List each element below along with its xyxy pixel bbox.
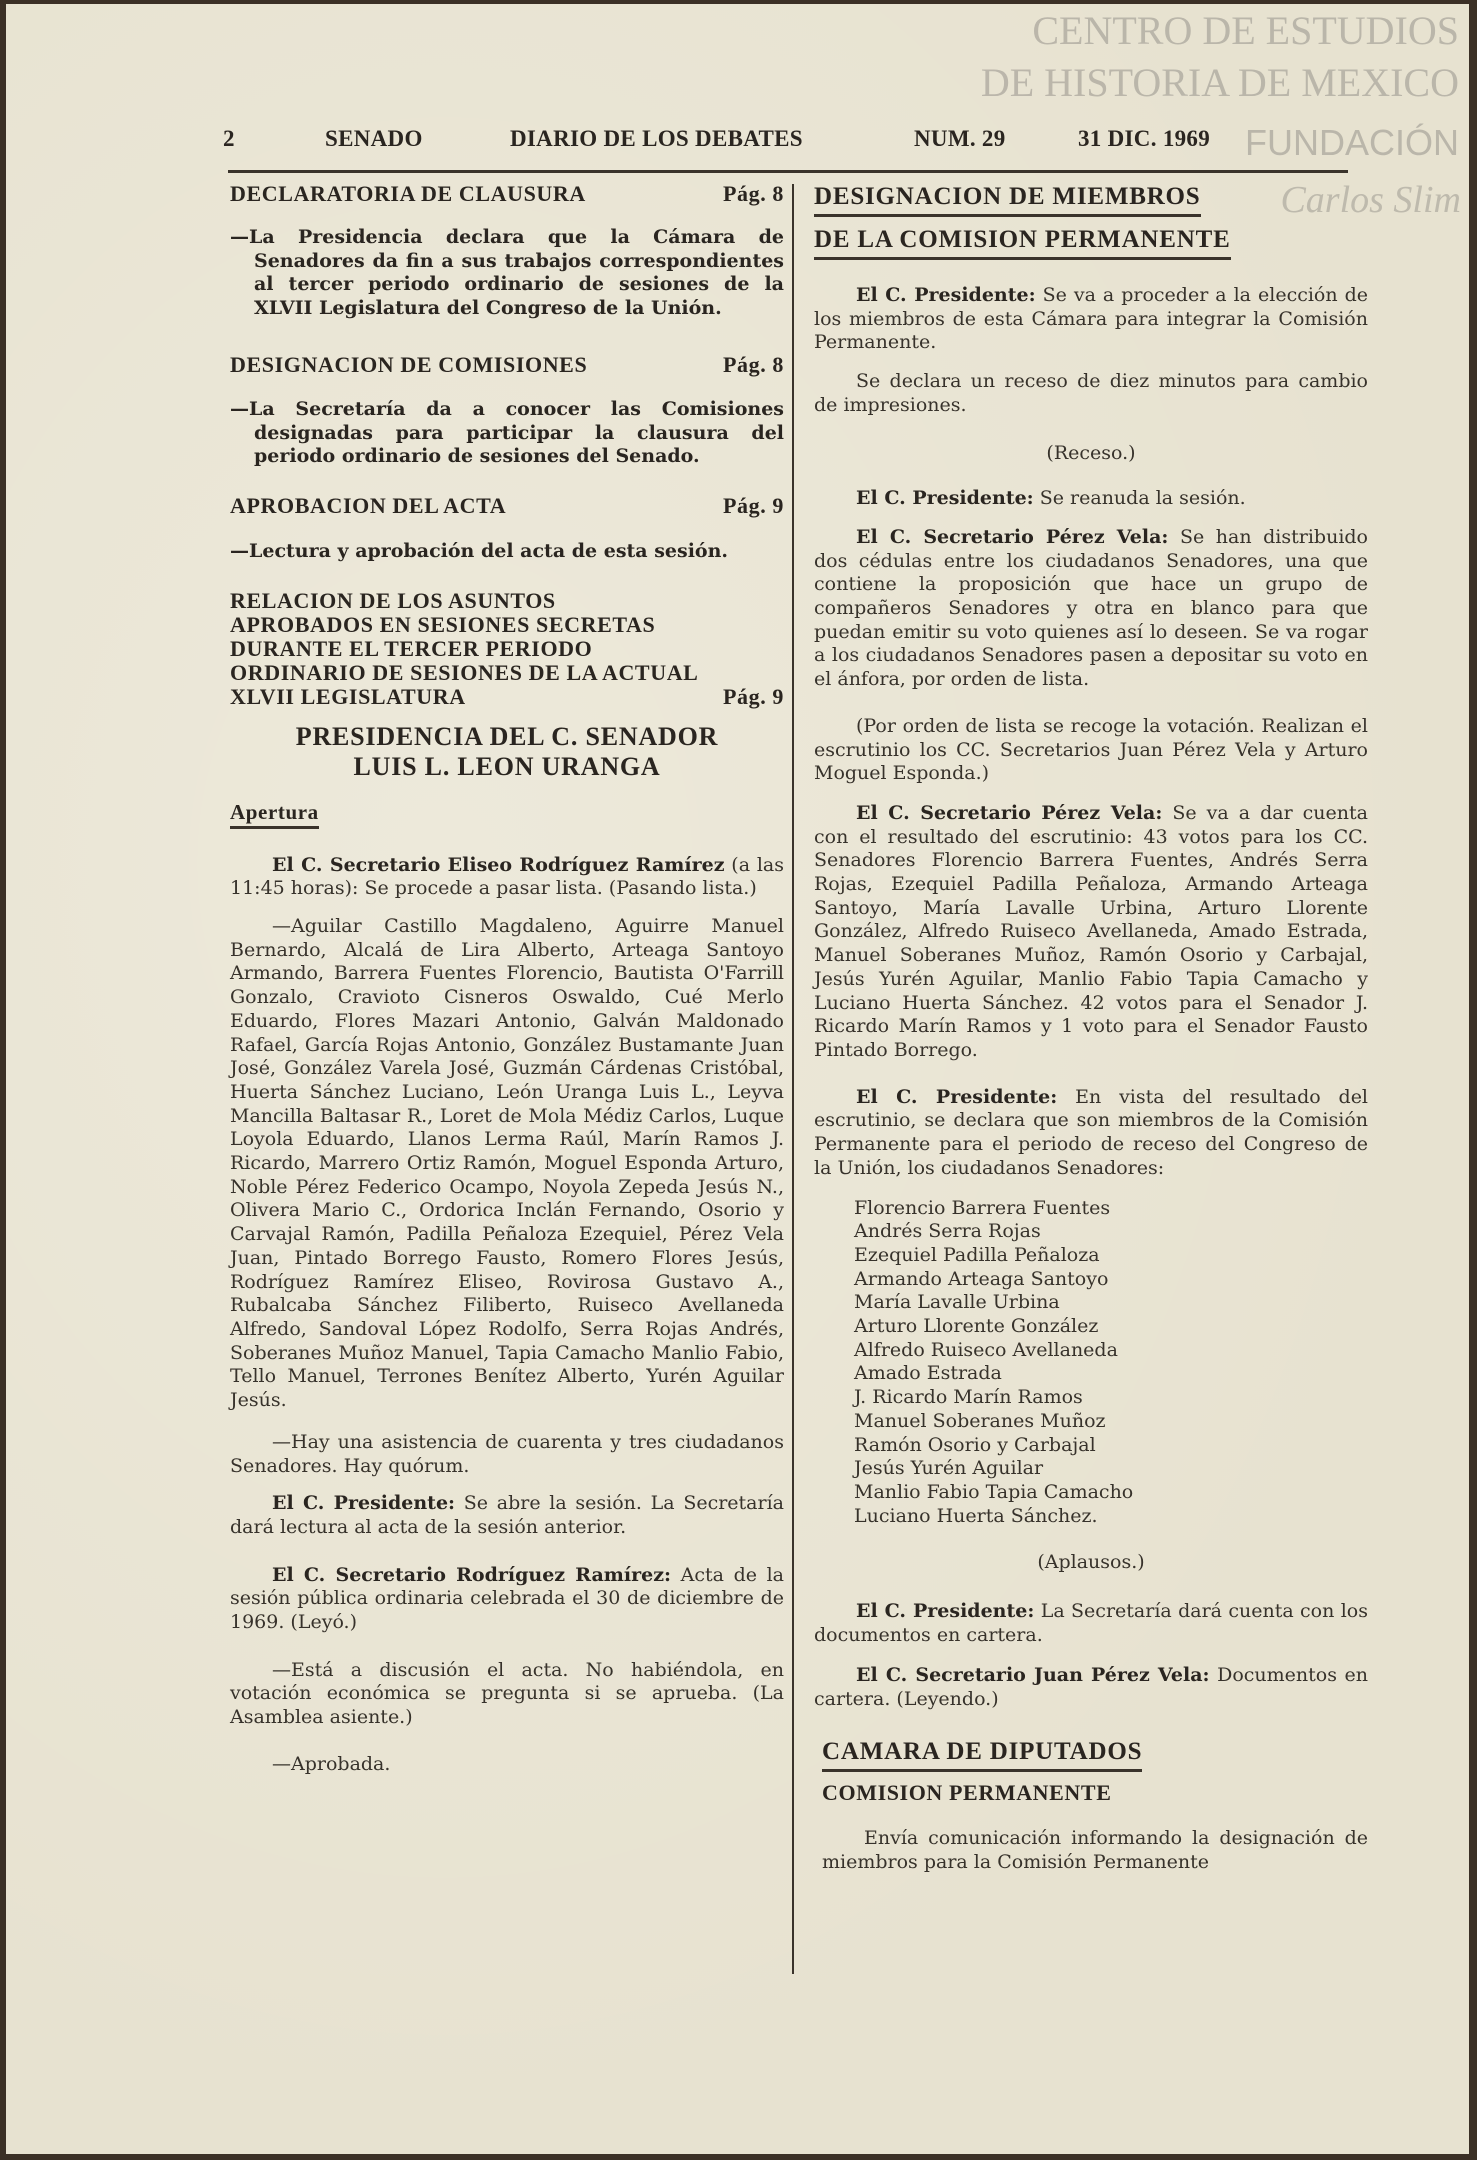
speaker: El C. Secretario Pérez Vela: — [856, 801, 1163, 824]
member-name: María Lavalle Urbina — [854, 1291, 1060, 1314]
member-name: Alfredo Ruiseco Avellaneda — [854, 1338, 1118, 1361]
toc-title: DESIGNACION DE COMISIONES — [230, 351, 588, 377]
member-name: Ezequiel Padilla Peñaloza — [854, 1243, 1100, 1266]
member-name: Andrés Serra Rojas — [854, 1220, 1041, 1243]
paragraph-text: (a las 11:45 horas): Se procede a pasar lista. (Pasando lista.) — [230, 853, 785, 900]
toc-entry-heading — [230, 589, 784, 709]
watermark-signature: Carlos Slim — [1280, 179, 1461, 221]
member-name: Florencio Barrera Fuentes — [854, 1196, 1111, 1219]
paragraph — [814, 526, 1368, 692]
paragraph-text: Se va a proceder a la elección de los miembros de esta Cámara para integrar la Comisión Permanente. — [814, 284, 1368, 354]
paragraph — [814, 1600, 1368, 1647]
header-date: 31 DIC. 1969 — [1078, 126, 1211, 151]
paragraph-text: Se va a dar cuenta con el resultado del escrutinio: 43 votos para los CC. Senadores Florencio Barrera Fuentes, Andrés Serra Rojas, Ezequiel Padilla Peñaloza, Armando Arteaga Santoyo, María Lavalle Urbina, Arturo Llorente González, Alfredo Ruiseco Avellaneda, Amado Estrada, Manuel Soberanes Muñoz, Ramón Osorio y Carbajal, Jesús Yurén Aguilar, Manlio Fabio Tapia Camacho y Luciano Huerta Sánchez. 42 votos para el Senador J. Ricardo Marín Ramos y 1 voto para el Senador Fausto Pintado Borrego. — [814, 801, 1368, 1061]
watermark-line: DE HISTORIA — [980, 60, 1228, 105]
member-name: Jesús Yurén Aguilar — [854, 1457, 1044, 1480]
member-name: Armando Arteaga Santoyo — [854, 1267, 1109, 1290]
toc-summary: —La Presidencia declara que la Cámara de Senadores da fin a sus trabajos correspondientes al tercer periodo ordinario de sesiones de la XLVII Legislatura del Congreso de la Unión. — [230, 226, 784, 320]
toc-page: Pág. 8 — [722, 351, 784, 377]
paragraph — [814, 487, 1368, 511]
speaker: El C. Secretario Pérez Vela: — [856, 525, 1169, 548]
toc-entry-heading — [230, 353, 784, 377]
toc-title: APROBACION DEL ACTA — [230, 492, 507, 518]
section-apertura — [230, 800, 784, 829]
member-name: Luciano Huerta Sánchez. — [854, 1504, 1098, 1527]
toc-entry-heading — [230, 182, 784, 206]
paragraph — [814, 1664, 1368, 1711]
applause-note: (Aplausos.) — [1037, 1551, 1145, 1574]
paragraph — [814, 1086, 1368, 1181]
member-name: Manlio Fabio Tapia Camacho — [854, 1480, 1134, 1503]
watermark-row — [1032, 8, 1459, 54]
page-number: 2 — [223, 126, 235, 151]
member-name: Ramón Osorio y Carbajal — [854, 1433, 1096, 1456]
toc-summary: —Lectura y aprobación del acta de esta sesión. — [230, 539, 729, 562]
member-name: Arturo Llorente González — [854, 1315, 1099, 1338]
speaker: El C. Presidente: — [856, 1600, 1035, 1623]
speaker: El C. Presidente: — [856, 1085, 1058, 1108]
toc-title: RELACION DE LOS ASUNTOS APROBADOS EN SESIONES SECRETAS DURANTE EL TERCER PERIODO ORDINARIO DE SESIONES DE LA ACTUAL XLVII LEGISLATURA — [230, 587, 698, 709]
toc-page: Pág. 8 — [722, 181, 784, 206]
speaker: El C. Secretario Rodríguez Ramírez: — [272, 1563, 672, 1586]
speaker: El C. Secretario Juan Pérez Vela: — [856, 1664, 1210, 1687]
left-column — [230, 182, 784, 1777]
watermark-line: ESTUDIOS — [1265, 8, 1459, 53]
presidency-line: PRESIDENCIA DEL C. SENADOR — [295, 721, 719, 751]
paragraph-text: Documentos en cartera. (Leyendo.) — [814, 1664, 1368, 1711]
watermark-line: DE MEXICO — [1237, 60, 1459, 105]
header-publication: DIARIO DE LOS DEBATES — [510, 126, 803, 151]
section-title: DESIGNACION DE MIEMBROS — [814, 182, 1201, 217]
header-chamber: SENADO — [325, 126, 423, 151]
column-divider — [792, 184, 794, 1974]
member-name: Amado Estrada — [854, 1362, 1002, 1385]
speaker: El C. Presidente: — [856, 284, 1036, 306]
header-issue: NUM. 29 — [914, 126, 1006, 151]
header-rule — [228, 170, 1348, 173]
section-title-block — [814, 182, 1368, 260]
paragraph: Se declara un receso de diez minutos para cambio de impresiones. — [814, 370, 1368, 416]
paragraph: (Por orden de lista se recoge la votación. Realizan el escrutinio los CC. Secretarios Juan Pérez Vela y Arturo Moguel Esponda.) — [814, 714, 1368, 785]
presidency-line: LUIS L. LEON URANGA — [353, 751, 661, 781]
toc-page: Pág. 9 — [722, 492, 784, 518]
right-column — [814, 182, 1368, 1874]
paragraph-text: La Secretaría dará cuenta con los documentos en cartera. — [814, 1600, 1368, 1646]
speaker: El C. Presidente: — [856, 487, 1034, 510]
section-title: Apertura — [230, 800, 319, 829]
section-title: DE LA COMISION PERMANENTE — [814, 225, 1231, 260]
members-list — [814, 1197, 1368, 1529]
paragraph-text: Se abre la sesión. La Secretaría dará lectura al acta de la sesión anterior. — [230, 1492, 784, 1538]
presidency-heading — [230, 722, 784, 782]
subsection-title: COMISION PERMANENTE — [822, 1779, 1112, 1805]
toc-entry-heading — [230, 494, 784, 518]
member-name: Manuel Soberanes Muñoz — [854, 1409, 1106, 1432]
speaker: El C. Presidente: — [272, 1492, 456, 1515]
section-heading — [814, 1737, 1368, 1772]
discussion-note: —Está a discusión el acta. No habiéndola, en votación económica se pregunta si se aprueba. (La Asamblea asiente.) — [230, 1658, 784, 1729]
watermark-row — [981, 60, 1459, 106]
paragraph — [230, 1492, 784, 1539]
paragraph-text: Se reanuda la sesión. — [1033, 487, 1246, 510]
approved-note: —Aprobada. — [272, 1752, 391, 1775]
paragraph — [230, 854, 784, 901]
watermark-line: FUNDACIÓN — [1245, 122, 1459, 163]
paragraph — [814, 284, 1368, 355]
toc-summary: —La Secretaría da a conocer las Comisiones designadas para participar la clausura del periodo ordinario de sesiones del Senado. — [230, 397, 784, 468]
speaker: El C. Secretario Eliseo Rodríguez Ramírez — [272, 853, 725, 876]
recess-note: (Receso.) — [1046, 441, 1136, 464]
section-title: CAMARA DE DIPUTADOS — [822, 1737, 1142, 1772]
toc-page: Pág. 9 — [722, 683, 784, 709]
member-name: J. Ricardo Marín Ramos — [854, 1386, 1083, 1409]
roll-call: —Aguilar Castillo Magdaleno, Aguirre Manuel Bernardo, Alcalá de Lira Alberto, Arteaga Santoyo Armando, Barrera Fuentes Florencio, Bautista O'Farrill Gonzalo, Cravioto Cisneros Oswaldo, Cué Merlo Eduardo, Flores Mazari Antonio, Galván Maldonado Rafael, García Rojas Antonio, González Bustamante Juan José, González Varela José, Guzmán Cárdenas Cristóbal, Huerta Sánchez Luciano, León Uranga Luis L., Leyva Mancilla Baltasar R., Loret de Mola Médiz Carlos, Luque Loyola Eduardo, Llanos Lerma Raúl, Marín Ramos J. Ricardo, Marrero Ortiz Ramón, Moguel Esponda Arturo, Noble Pérez Federico Ocampo, Noyola Zepeda Jesús N., Olivera Mario C., Ordorica Inclán Fernando, Osorio y Carvajal Ramón, Padilla Peñaloza Ezequiel, Pérez Vela Juan, Pintado Borrego Fausto, Romero Flores Jesús, Rodríguez Ramírez Eliseo, Rovirosa Gustavo A., Rubalcaba Sánchez Filiberto, Ruiseco Avellaneda Alfredo, Sandoval López Rodolfo, Serra Rojas Andrés, Soberanes Muñoz Manuel, Tapia Camacho Manlio Fabio, Tello Manuel, Terrones Benítez Alberto, Yurén Aguilar Jesús. — [230, 915, 784, 1412]
paragraph-text: En vista del resultado del escrutinio, se declara que son miembros de la Comisión Permanente para el periodo de receso del Congreso de la Unión, los ciudadanos Senadores: — [814, 1085, 1369, 1179]
paragraph-text: Se han distribuido dos cédulas entre los ciudadanos Senadores, una que contiene la proposición que hace un grupo de compañeros Senadores y otra en blanco para que puedan emitir su voto quienes así lo deseen. Se va rogar a los ciudadanos Senadores pasen a depositar su voto en el ánfora, por orden de lista. — [814, 525, 1368, 691]
paragraph: Envía comunicación informando la designación de miembros para la Comisión Permanente — [822, 1826, 1368, 1873]
document-page — [6, 4, 1469, 2154]
paragraph — [230, 1564, 784, 1635]
watermark-line: CENTRO DE — [1032, 8, 1256, 53]
quorum-note: —Hay una asistencia de cuarenta y tres ciudadanos Senadores. Hay quórum. — [230, 1430, 784, 1477]
paragraph-text: Acta de la sesión pública ordinaria celebrada el 30 de diciembre de 1969. (Leyó.) — [230, 1563, 784, 1634]
paragraph — [814, 802, 1368, 1063]
toc-title: DECLARATORIA DE CLAUSURA — [230, 181, 586, 206]
